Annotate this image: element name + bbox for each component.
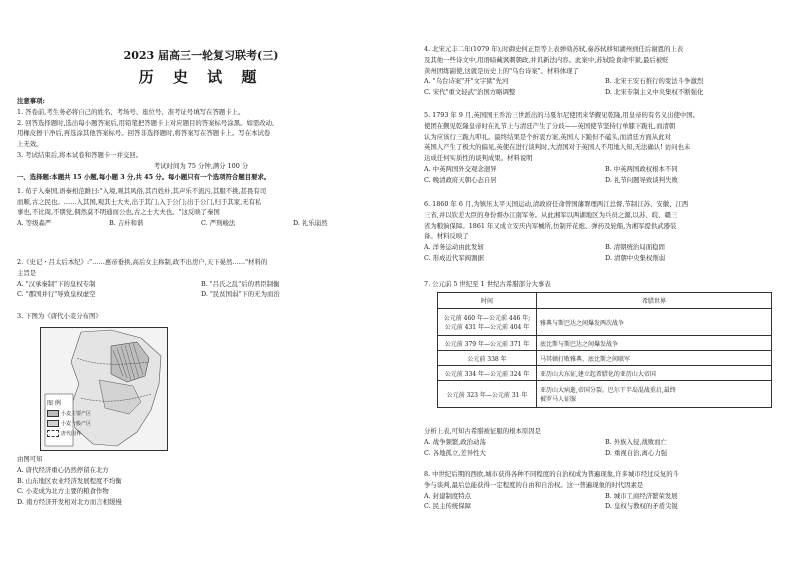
table-row bbox=[438, 309, 772, 336]
q5-line: 达成任何实质性的谈判成果。材料说明 bbox=[424, 154, 533, 163]
q1-option-d[interactable]: D. 礼乐崩然 bbox=[293, 219, 328, 228]
cell-line: 公元前 460 年—公元前 446 年; bbox=[443, 315, 531, 322]
q3-option-d[interactable]: D. 南方经济开发相对北方而言相缓慢 bbox=[17, 498, 122, 507]
question-5 bbox=[424, 110, 786, 186]
q4-option-a[interactable]: A. "乌台诗案"开"文字狱"先河 bbox=[424, 77, 509, 86]
q7-option-c[interactable]: C. 各地孤立,差异性大 bbox=[424, 448, 486, 457]
q5-line: 英国人产生了极大的偏见,英使在进行谈判时,大清国对于英国人不用地人知,无法确认! 访问也未 bbox=[424, 143, 691, 152]
q7-option-b[interactable]: B. 外族入侵,战败而亡 bbox=[605, 437, 667, 446]
section-heading: 一、选择题:本题共 15 小题,每小题 3 分,共 45 分。每小题只有一个选项符合题目要求。 bbox=[17, 173, 271, 181]
q2-option-a[interactable]: A. "汉承秦制"下的皇权专制 bbox=[17, 279, 96, 288]
question-3-body bbox=[17, 454, 385, 508]
q4-option-c[interactable]: C. 宋代"重文轻武"治国方略调整 bbox=[424, 88, 516, 97]
q6-line: 省为粮饷保障。1861 年又成立安庆内军械所,仿制开花炮、弹药及轮船,为湘军提供武器装 bbox=[424, 221, 677, 230]
q2-option-d[interactable]: D. "民贫国弱"下的无为而治 bbox=[201, 290, 280, 299]
q8-option-c[interactable]: C. 民主传统保障 bbox=[424, 502, 472, 511]
q1-line: 而顺,古之民也。……入其国,观其士大夫,出于其门,入于公门;出于公门,归于其家,无有私 bbox=[17, 197, 262, 206]
table-cell-event bbox=[537, 381, 772, 408]
table-cell-time: 公元前 338 年 bbox=[438, 351, 537, 366]
legend-label: 唐代国界 bbox=[61, 431, 82, 437]
q6-option-a[interactable]: A. 洋务运动由此发轫 bbox=[424, 243, 484, 252]
q7-option-d[interactable]: D. 重视自治,离心力强 bbox=[605, 448, 668, 457]
note-line: 上无效。 bbox=[17, 140, 43, 149]
q4-option-b[interactable]: B. 北宋王安石推行的变法斗争激烈 bbox=[605, 77, 704, 86]
q4-line: 及其他一些诗文中,用语暗藏讽刺朝政,并讥新法内容。此案中,苏轼险食命牢狱,最后被贬 bbox=[424, 55, 669, 64]
q5-option-c[interactable]: C. 晚清政府天朝心态自居 bbox=[424, 175, 497, 184]
table-header: 希腊世界 bbox=[537, 293, 772, 309]
table-row bbox=[438, 336, 772, 351]
q2-options-row2 bbox=[17, 289, 385, 300]
q2-option-b[interactable]: B. "吕氏之乱"后的君臣制衡 bbox=[201, 279, 280, 288]
table-row bbox=[438, 351, 772, 366]
table-cell-time: 公元前 379 年—公元前 371 年 bbox=[438, 336, 537, 351]
q4-line: 4. 北宋元丰二年(1079 年),时御史何正臣等上表弹劾苏轼,奏苏轼移知湖州到任后谢恩的上表 bbox=[424, 45, 684, 53]
table-cell-event: 底比斯与斯巴达之间爆发战争 bbox=[537, 336, 772, 351]
notes-block bbox=[17, 96, 385, 172]
q2-line: 2.《史记・吕太后本纪》:"……惠帝垂拱,高后女主称制,政不出房户,天下晏然……"材料的 bbox=[17, 258, 268, 266]
q4-option-d[interactable]: D. 北宋专制主义中央集权不断强化 bbox=[605, 88, 704, 97]
q1-option-a[interactable]: A. 等级森严 bbox=[17, 219, 52, 228]
question-4 bbox=[424, 44, 786, 98]
q6-options-row1 bbox=[424, 242, 786, 253]
table-cell-time bbox=[438, 309, 537, 336]
q1-line: 事也,不比周,不朋党,倜然莫不明通而公也,古之士大夫也。"这反映了秦国 bbox=[17, 208, 220, 217]
question-8 bbox=[424, 469, 786, 512]
q3-option-c[interactable]: C. 小麦成为北方主要的粮食作物 bbox=[17, 487, 109, 496]
q2-option-c[interactable]: C. "郡国并行"导致皇权虚空 bbox=[17, 290, 96, 299]
q5-line: 使团在觐见乾隆皇帝时在礼节上与清廷产生了分歧——英国使节坚持行单膝下跪礼,而清朝 bbox=[424, 121, 676, 130]
q1-line: 1. 荀子入秦国,语秦相范雎曰:"入境,观其风俗,其百姓朴,其声乐不流污,其服不挑,甚畏有司 bbox=[17, 186, 267, 195]
exam-title: 2023 届高三一轮复习联考(三) bbox=[123, 49, 279, 62]
question-6 bbox=[424, 199, 786, 264]
table-cell-event: 马其顿打败雅典、底比斯之间联军 bbox=[537, 351, 772, 366]
question-2 bbox=[17, 257, 385, 300]
table-header-row bbox=[438, 293, 772, 309]
subject-title: 历 史 试 题 bbox=[138, 68, 264, 86]
legend-label: 小麦主要产区 bbox=[61, 411, 92, 417]
q5-option-a[interactable]: A. 中英两国外交观念迥异 bbox=[424, 164, 497, 173]
tang-wheat-map bbox=[40, 327, 168, 451]
q7-stem: 分析上表,可知古希腊被征服的根本原因是 bbox=[424, 427, 542, 435]
q7-options-row2 bbox=[424, 448, 786, 459]
q6-line: 6. 1860 年 6 月,为镇压太平天国运动,清政府任命曾国藩署理两江总督,节制江苏、安徽、江西 bbox=[424, 200, 689, 208]
q6-line: 备。材料反映了 bbox=[424, 232, 469, 241]
legend-title: 图 例 bbox=[47, 400, 61, 407]
greek-events-table bbox=[437, 292, 772, 408]
q3-option-a[interactable]: A. 唐代经济重心仍然停留在北方 bbox=[17, 465, 109, 474]
q2-line: 主旨是 bbox=[17, 268, 37, 277]
q8-option-d[interactable]: D. 皇权与教权的矛盾尖锐 bbox=[605, 502, 678, 511]
q6-options-row2 bbox=[424, 253, 786, 264]
q5-options-row2 bbox=[424, 175, 786, 186]
note-line: 3. 考试结束后,将本试卷和答题卡一并交回。 bbox=[17, 150, 143, 159]
q1-options bbox=[17, 218, 385, 229]
q3-stem: 由图可知 bbox=[17, 455, 43, 463]
q7-intro: 7. 公元前 5 世纪至 1 世纪古希腊部分大事表 bbox=[424, 280, 551, 288]
note-line: 用橡皮擦干净后,再选涂其他答案标号。回答非选择题时,将答案写在答题卡上。写在本试卷 bbox=[17, 129, 271, 138]
q6-option-c[interactable]: C. 形成近代军阀割据 bbox=[424, 253, 484, 262]
q8-option-a[interactable]: A. 封建制度特点 bbox=[424, 491, 472, 500]
q3-intro: 3. 下图为《唐代小麦分布图》 bbox=[17, 312, 102, 320]
q2-options-row1 bbox=[17, 279, 385, 290]
notes-heading: 注意事项: bbox=[17, 97, 45, 105]
q4-options-row2 bbox=[424, 87, 786, 98]
q1-option-c[interactable]: C. 严刑峻法 bbox=[201, 219, 236, 228]
q5-line: 认为应该行三跪九叩礼。最终结果是个折衷方案,英国人下跪但不磕头,而清廷方面从此对 bbox=[424, 132, 671, 141]
cell-line: 被罗马人征服 bbox=[540, 396, 577, 403]
cell-line: 亚历山大病逝,帝国分裂。巴尔干半岛混战重启,最终 bbox=[540, 387, 676, 394]
q5-option-d[interactable]: D. 礼节问题导致谈判失败 bbox=[605, 175, 678, 184]
table-row bbox=[438, 366, 772, 381]
table-cell-time: 公元前 323 年—公元前 31 年 bbox=[438, 381, 537, 408]
legend-item bbox=[47, 430, 81, 437]
q3-option-b[interactable]: B. 山东地区农业经济发展程度不均衡 bbox=[17, 476, 122, 485]
q8-options-row2 bbox=[424, 501, 786, 512]
q5-option-b[interactable]: B. 中英两国政权根本不同 bbox=[605, 164, 678, 173]
question-7-body bbox=[424, 426, 786, 458]
q5-options-row1 bbox=[424, 164, 786, 175]
legend-item bbox=[47, 420, 91, 427]
note-line: 1. 答卷前,考生务必将自己的姓名、考场号、座位号、准考证号填写在答题卡上。 bbox=[17, 107, 245, 116]
note-line: 2. 回答选择题时,选出每小题答案后,用铅笔把答题卡上对应题目的答案标号涂黑。如需改动, bbox=[17, 118, 275, 127]
legend-item bbox=[47, 410, 91, 417]
q8-options-row1 bbox=[424, 491, 786, 502]
legend-label: 小麦一般产区 bbox=[61, 421, 92, 427]
q4-line: 黄州团练副使,这就是历史上的"乌台诗案"。材料体现了 bbox=[424, 66, 579, 75]
table-header: 时间 bbox=[438, 293, 537, 309]
q4-options-row1 bbox=[424, 76, 786, 87]
q8-option-b[interactable]: B. 城市工商经济繁荣发展 bbox=[605, 491, 678, 500]
q6-option-d[interactable]: D. 清朝中央集权削弱 bbox=[605, 253, 666, 262]
q6-option-b[interactable]: B. 清朝统治局面稳固 bbox=[605, 243, 665, 252]
table-cell-event: 亚历山大东征,建立起希腊化的亚历山大帝国 bbox=[537, 366, 772, 381]
q7-option-a[interactable]: A. 战争频繁,政治动荡 bbox=[424, 437, 486, 446]
question-1 bbox=[17, 172, 385, 229]
q5-line: 5. 1793 年 9 月,英国国王乔治三世派出的马戛尔尼使团来华觐见乾隆,用皇帝的有名义出使中国。 bbox=[424, 111, 700, 119]
table-row bbox=[438, 381, 772, 408]
table-cell-event: 雅典与斯巴达之间爆发两次战争 bbox=[537, 309, 772, 336]
q1-option-b[interactable]: B. 吉朴和谐 bbox=[109, 219, 144, 228]
exam-time: 考试时间为 75 分钟,满分 100 分 bbox=[153, 161, 249, 170]
table-cell-time: 公元前 334 年—公元前 324 年 bbox=[438, 366, 537, 381]
cell-line: 公元前 431 年—公元前 404 年 bbox=[444, 324, 530, 331]
q8-line: 8. 中世纪后期的西欧,城市获得各种不同程度的自治权成为普遍现象,许多城市经过反复的斗 bbox=[424, 470, 680, 478]
q7-options-row1 bbox=[424, 437, 786, 448]
q8-line: 争与谈判,最后总能获得一定程度的自由和自治权。这一普遍现象的时代因素是 bbox=[424, 480, 644, 489]
q6-line: 三省,并以钦差大臣的身份督办江南军务。从此湘军以两湖地区为兵员之源,以苏、皖、赣三 bbox=[424, 210, 678, 219]
